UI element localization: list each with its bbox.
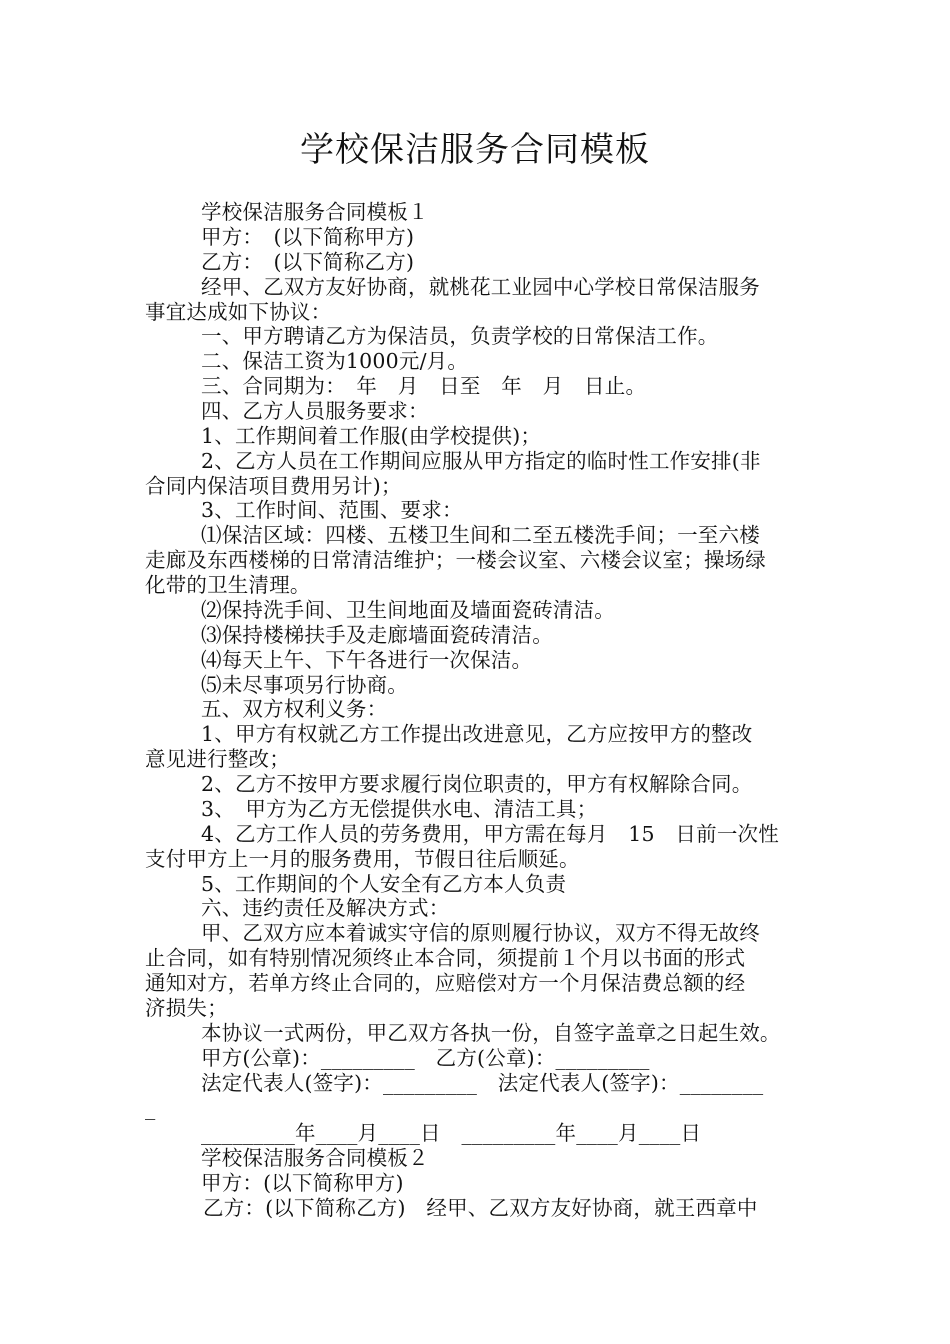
clause-line: ⑴保洁区域：四楼、五楼卫生间和二至五楼洗手间；一至六楼 bbox=[201, 523, 760, 547]
clause-line: 2、乙方人员在工作期间应服从甲方指定的临时性工作安排(非 bbox=[201, 449, 761, 473]
clause-line: 5、工作期间的个人安全有乙方本人负责 bbox=[201, 872, 567, 896]
clause-line: 合同内保洁项目费用另计)； bbox=[145, 474, 402, 498]
date-line: _________年____月____日 _________年____月____日 bbox=[201, 1121, 702, 1145]
clause-line: ⑶保持楼梯扶手及走廊墙面瓷砖清洁。 bbox=[201, 623, 553, 647]
clause-line: 意见进行整改； bbox=[145, 747, 290, 771]
clause-line: 3、 甲方为乙方无偿提供水电、清洁工具； bbox=[201, 797, 598, 821]
clause-line: 1、甲方有权就乙方工作提出改进意见，乙方应按甲方的整改 bbox=[201, 722, 753, 746]
document-title: 学校保洁服务合同模板 bbox=[300, 130, 650, 170]
section-heading-1: 学校保洁服务合同模板１ bbox=[201, 200, 429, 224]
party-b-line: 乙方： (以下简称乙方) bbox=[201, 250, 415, 274]
clause-line: ⑷每天上午、下午各进行一次保洁。 bbox=[201, 648, 533, 672]
section-heading-2: 学校保洁服务合同模板２ bbox=[201, 1146, 429, 1170]
text-line: 事宜达成如下协议： bbox=[145, 300, 332, 324]
clause-line: 本协议一式两份，甲乙双方各执一份，自签字盖章之日起生效。 bbox=[201, 1021, 781, 1045]
signature-line: 法定代表人(签字)：_________ 法定代表人(签字)：________ bbox=[201, 1071, 764, 1095]
clause-line: 四、乙方人员服务要求： bbox=[201, 399, 429, 423]
clause-line: ⑸未尽事项另行协商。 bbox=[201, 673, 408, 697]
clause-line: 3、工作时间、范围、要求： bbox=[201, 498, 463, 522]
clause-line: 支付甲方上一月的服务费用，节假日往后顺延。 bbox=[145, 847, 580, 871]
clause-line: 二、保洁工资为1000元/月。 bbox=[201, 349, 469, 373]
party-a-line: 甲方： (以下简称甲方) bbox=[201, 225, 415, 249]
party-b-line: 乙方：(以下简称乙方) 经甲、乙双方友好协商，就王西章中 bbox=[203, 1196, 758, 1220]
clause-line: 4、乙方工作人员的劳务费用，甲方需在每月 15 日前一次性 bbox=[201, 822, 779, 846]
clause-line: 三、合同期为： 年 月 日至 年 月 日止。 bbox=[201, 374, 647, 398]
text-line: 经甲、乙双方友好协商，就桃花工业园中心学校日常保洁服务 bbox=[201, 275, 760, 299]
signature-overflow: _ bbox=[145, 1096, 156, 1120]
clause-line: 2、乙方不按甲方要求履行岗位职责的，甲方有权解除合同。 bbox=[201, 772, 753, 796]
clause-line: 济损失； bbox=[145, 996, 228, 1020]
party-a-line: 甲方：(以下简称甲方) bbox=[201, 1171, 404, 1195]
clause-line: 1、工作期间着工作服(由学校提供)； bbox=[201, 424, 542, 448]
clause-line: ⑵保持洗手间、卫生间地面及墙面瓷砖清洁。 bbox=[201, 598, 615, 622]
clause-line: 五、双方权利义务： bbox=[201, 697, 388, 721]
signature-line: 甲方(公章)：_________ 乙方(公章)：_________ bbox=[201, 1046, 650, 1070]
clause-line: 一、甲方聘请乙方为保洁员，负责学校的日常保洁工作。 bbox=[201, 324, 719, 348]
clause-line: 通知对方，若单方终止合同的，应赔偿对方一个月保洁费总额的经 bbox=[145, 971, 746, 995]
clause-line: 化带的卫生清理。 bbox=[145, 573, 311, 597]
clause-line: 走廊及东西楼梯的日常清洁维护；一楼会议室、六楼会议室；操场绿 bbox=[145, 548, 766, 572]
clause-line: 六、违约责任及解决方式： bbox=[201, 896, 450, 920]
clause-line: 止合同，如有特别情况须终止本合同，须提前１个月以书面的形式 bbox=[145, 946, 746, 970]
clause-line: 甲、乙双方应本着诚实守信的原则履行协议，双方不得无故终 bbox=[201, 921, 760, 945]
